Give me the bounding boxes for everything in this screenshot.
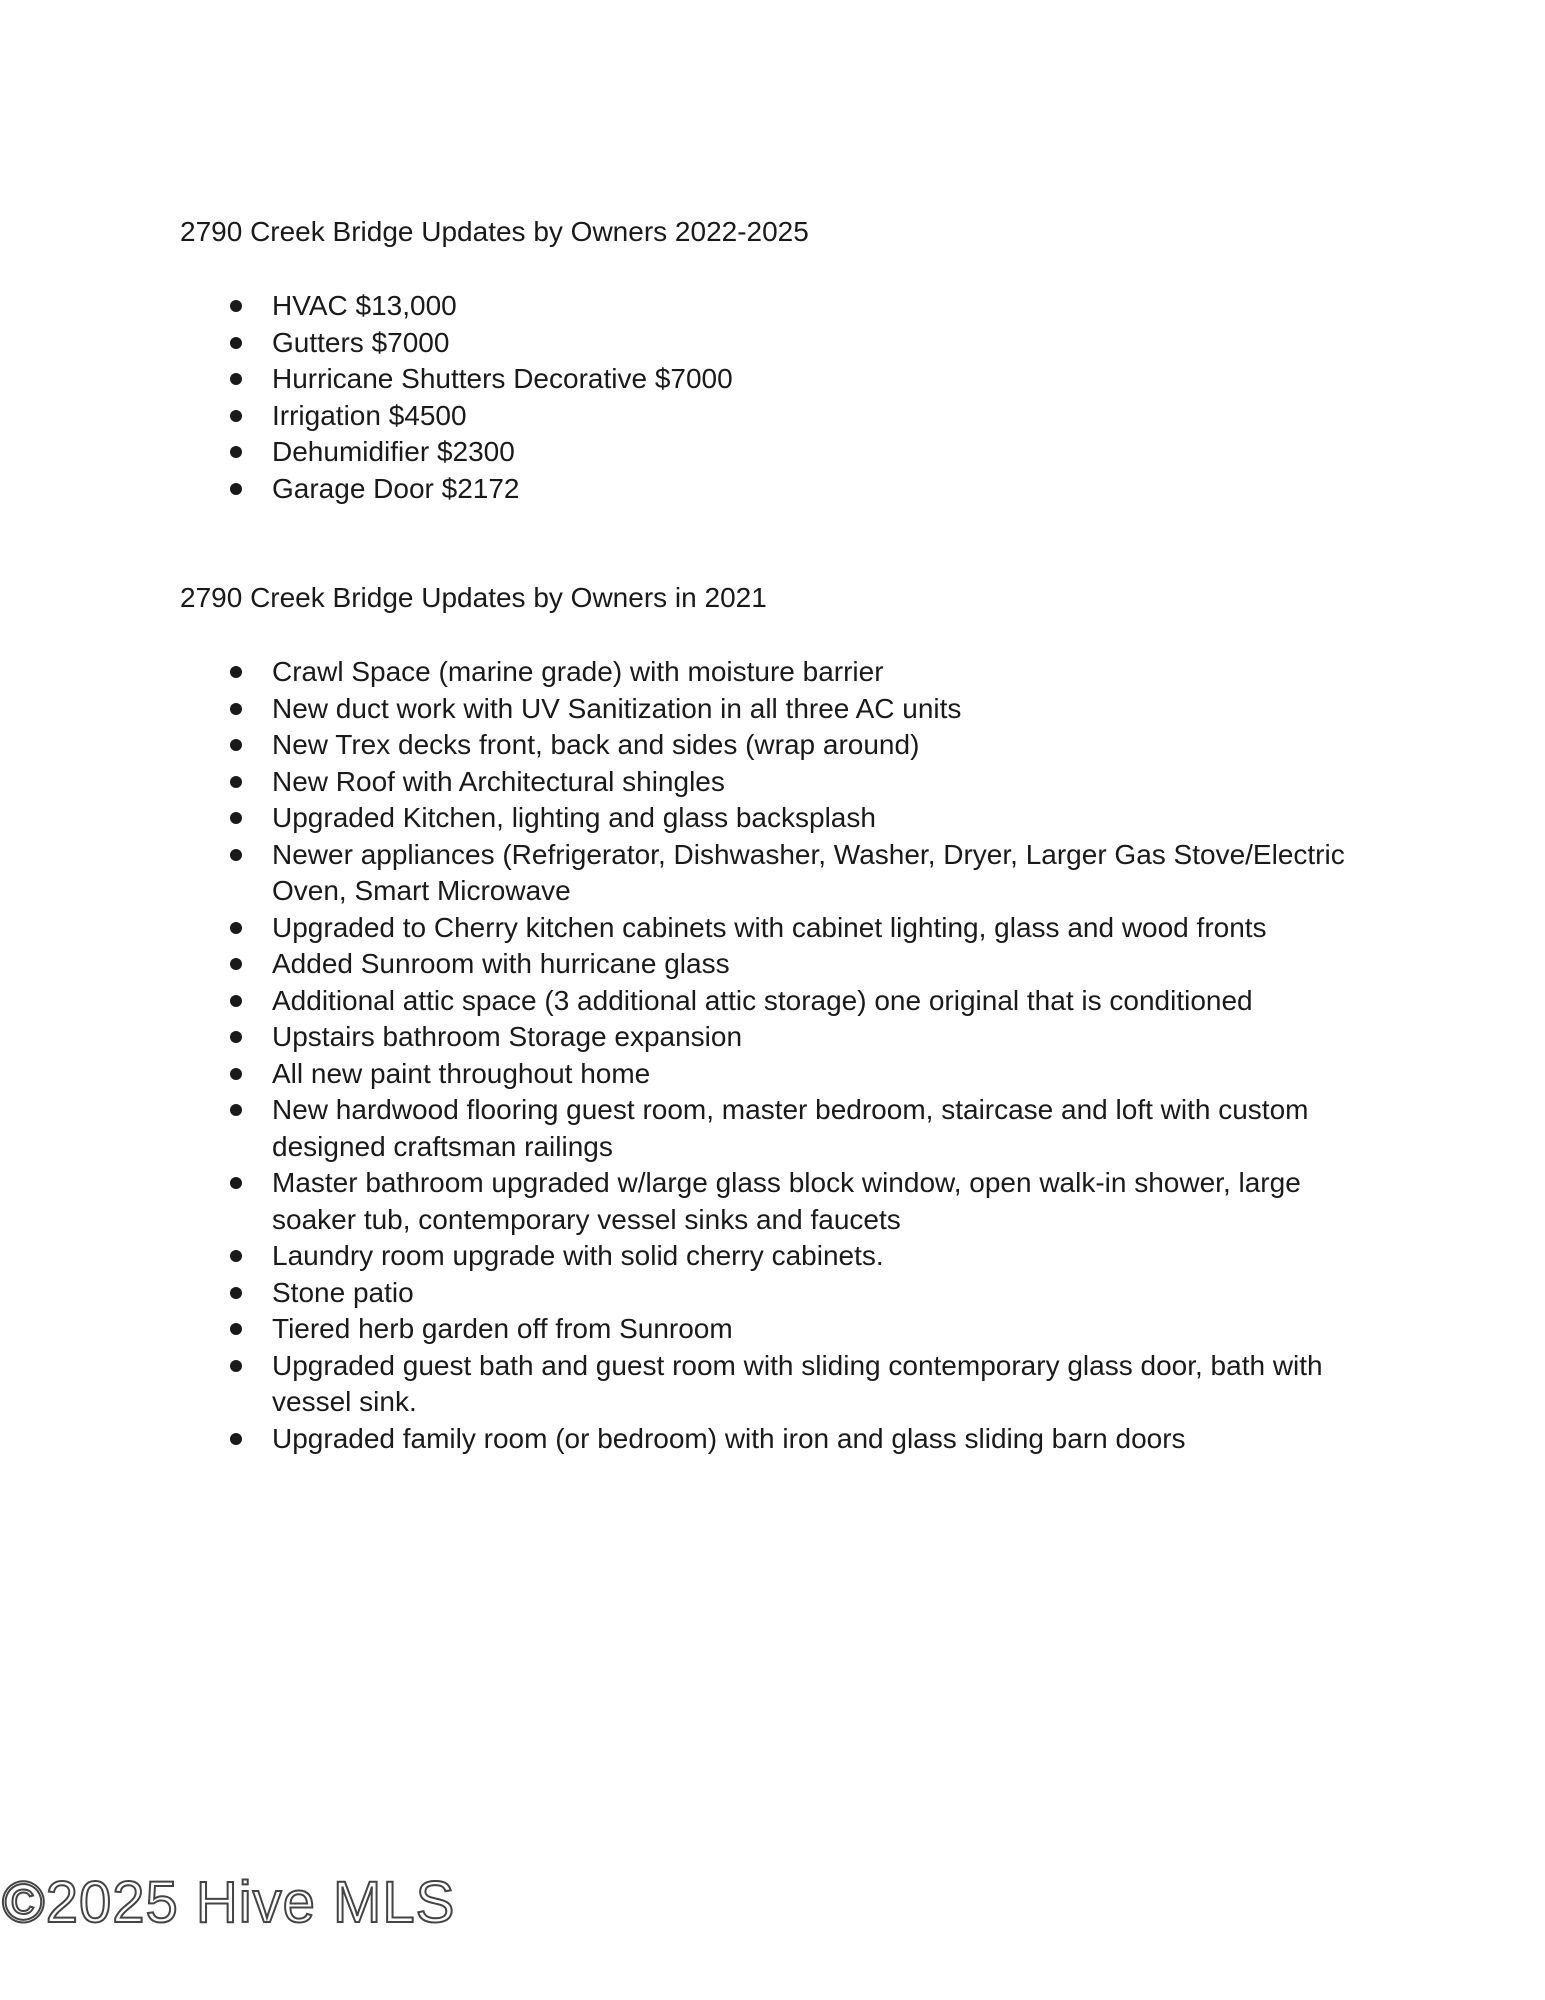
list-item	[272, 1348, 1362, 1421]
copyright-watermark: ©2025 Hive MLS	[2, 1870, 456, 1935]
list-item-text: Laundry room upgrade with solid cherry cabinets.	[272, 1240, 884, 1271]
bullet-icon	[230, 1068, 242, 1080]
list-item	[272, 471, 1362, 508]
list-item	[272, 727, 1362, 764]
list-item-text: HVAC $13,000	[272, 290, 457, 321]
bullet-icon	[230, 1104, 242, 1116]
bullet-icon	[230, 300, 242, 312]
list-item	[272, 1056, 1362, 1093]
list-item-text: Tiered herb garden off from Sunroom	[272, 1313, 733, 1344]
list-item	[272, 764, 1362, 801]
list-item-text: Added Sunroom with hurricane glass	[272, 948, 730, 979]
bullet-icon	[230, 1177, 242, 1189]
bullet-icon	[230, 812, 242, 824]
updates-2021-list	[272, 654, 1362, 1457]
list-item-text: New hardwood flooring guest room, master bedroom, staircase and loft with custom designed craftsman railings	[272, 1094, 1309, 1162]
list-item	[272, 654, 1362, 691]
list-item-text: Master bathroom upgraded w/large glass block window, open walk-in shower, large soaker tub, contemporary vessel sinks and faucets	[272, 1167, 1301, 1235]
list-item-text: All new paint throughout home	[272, 1057, 651, 1089]
list-item-text: New duct work with UV Sanitization in all three AC units	[272, 692, 962, 724]
bullet-icon	[230, 373, 242, 385]
list-item-text: New Trex decks front, back and sides (wrap around)	[272, 729, 920, 760]
list-item-text: Upgraded guest bath and guest room with sliding contemporary glass door, bath with vessel sink.	[272, 1349, 1323, 1417]
bullet-icon	[230, 1360, 242, 1372]
list-item	[272, 1092, 1362, 1165]
bullet-icon	[230, 703, 242, 715]
list-item	[272, 1311, 1362, 1348]
updates-2022-2025-list	[272, 288, 1362, 507]
list-item	[272, 288, 1362, 325]
bullet-icon	[230, 1250, 242, 1262]
bullet-icon	[230, 995, 242, 1007]
bullet-icon	[230, 666, 242, 678]
bullet-icon	[230, 1031, 242, 1043]
list-item-text: Upgraded to Cherry kitchen cabinets with cabinet lighting, glass and wood fronts	[272, 911, 1267, 943]
list-item-text: Newer appliances (Refrigerator, Dishwasher, Washer, Dryer, Larger Gas Stove/Electric Oven, Smart Microwave	[272, 838, 1345, 906]
list-item-text: Additional attic space (3 additional attic storage) one original that is conditioned	[272, 984, 1253, 1016]
list-item	[272, 1165, 1362, 1238]
section-2021-title: 2790 Creek Bridge Updates by Owners in 2021	[180, 582, 767, 613]
list-item	[272, 1019, 1362, 1056]
list-item	[272, 800, 1362, 837]
list-item	[272, 837, 1362, 910]
list-item	[272, 1275, 1362, 1312]
bullet-icon	[230, 776, 242, 788]
list-item-text: Crawl Space (marine grade) with moisture barrier	[272, 656, 884, 687]
list-item-text: Irrigation $4500	[272, 399, 467, 431]
list-item	[272, 691, 1362, 728]
list-item	[272, 398, 1362, 435]
list-item-text: Garage Door $2172	[272, 472, 520, 504]
list-item	[272, 910, 1362, 947]
bullet-icon	[230, 410, 242, 422]
bullet-icon	[230, 922, 242, 934]
list-item-text: Gutters $7000	[272, 326, 450, 358]
bullet-icon	[230, 849, 242, 861]
bullet-icon	[230, 1433, 242, 1445]
list-item-text: New Roof with Architectural shingles	[272, 765, 725, 797]
list-item-text: Hurricane Shutters Decorative $7000	[272, 363, 733, 394]
list-item-text: Upstairs bathroom Storage expansion	[272, 1021, 743, 1052]
section-2022-2025-title: 2790 Creek Bridge Updates by Owners 2022-2025	[180, 216, 809, 247]
list-item	[272, 434, 1362, 471]
bullet-icon	[230, 446, 242, 458]
list-item-text: Upgraded family room (or bedroom) with iron and glass sliding barn doors	[272, 1422, 1186, 1454]
bullet-icon	[230, 483, 242, 495]
list-item-text: Dehumidifier $2300	[272, 436, 515, 467]
list-item	[272, 983, 1362, 1020]
bullet-icon	[230, 1287, 242, 1299]
list-item-text: Upgraded Kitchen, lighting and glass backsplash	[272, 802, 876, 833]
bullet-icon	[230, 1323, 242, 1335]
list-item	[272, 325, 1362, 362]
bullet-icon	[230, 739, 242, 751]
list-item-text: Stone patio	[272, 1276, 414, 1308]
list-item	[272, 361, 1362, 398]
list-item	[272, 1421, 1362, 1458]
list-item	[272, 946, 1362, 983]
bullet-icon	[230, 337, 242, 349]
list-item	[272, 1238, 1362, 1275]
bullet-icon	[230, 958, 242, 970]
